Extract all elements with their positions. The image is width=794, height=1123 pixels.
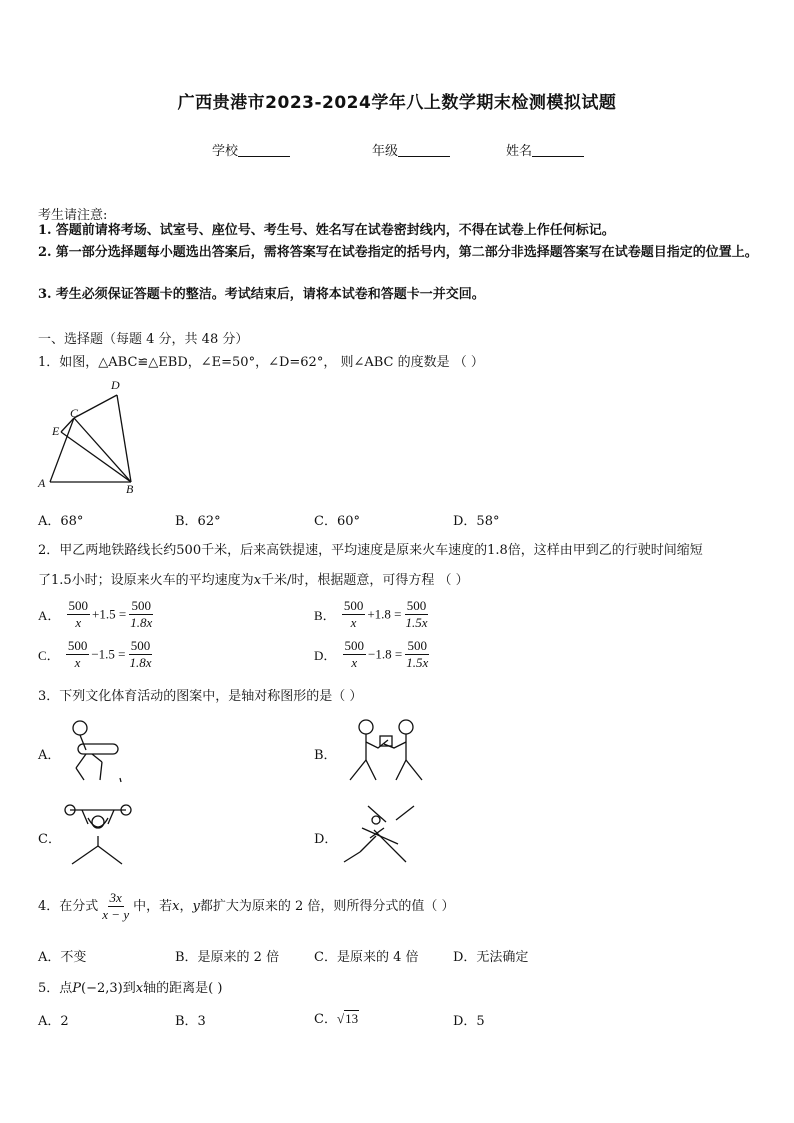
- question-2-option-b[interactable]: B． $\frac{500}{x}$ +1.8 = $\frac{500}{1.5x}$: [314, 598, 428, 630]
- question-2-option-a[interactable]: A． $\frac{500}{x}$ +1.5 = $\frac{500}{1.8x}$: [38, 598, 153, 630]
- point-p: P: [72, 981, 82, 996]
- student-info-row: [0, 140, 794, 160]
- question-3-option-a-label[interactable]: A．: [38, 748, 61, 763]
- question-4-option-b[interactable]: B．是原来的 2 倍: [175, 950, 280, 965]
- weightlifter-figure: [64, 800, 132, 868]
- notice-number: 1.: [38, 223, 52, 238]
- athlete-figure-b: [344, 716, 430, 786]
- name-field: [506, 140, 584, 159]
- question-2-option-d[interactable]: D． $\frac{500}{x}$ −1.8 = $\frac{500}{1.5x}$: [314, 638, 429, 670]
- question-3-option-c-label[interactable]: C．: [38, 832, 61, 847]
- question-5-option-b[interactable]: B．3: [175, 1014, 206, 1029]
- square-root: √13: [336, 1011, 359, 1026]
- label-c: C: [70, 406, 79, 420]
- notice-text: 考生必须保证答题卡的整洁。考试结束后，请将本试卷和答题卡一并交回。: [55, 287, 485, 302]
- fraction: $\frac{500}{1.5x}$: [406, 638, 429, 670]
- grade-field: [372, 140, 450, 159]
- fraction: $\frac{500}{1.8x}$: [129, 638, 152, 670]
- label-b: B: [126, 482, 134, 496]
- notice-item-3: [38, 284, 760, 306]
- label-e: E: [52, 424, 60, 438]
- question-3-stem: 3．下列文化体育活动的图案中，是轴对称图形的是（ ）: [38, 689, 363, 704]
- name-label: 姓名: [506, 144, 533, 159]
- question-4-stem: 4．在分式 $\frac{3x}{x - y}$ 中，若x，y都扩大为原来的 2 倍，则所得分式的值（ ）: [38, 890, 455, 922]
- school-blank[interactable]: [238, 142, 290, 157]
- section-heading: 一、选择题（每题 4 分，共 48 分）: [38, 332, 249, 347]
- question-5-option-d[interactable]: D．5: [453, 1014, 485, 1029]
- school-field: [212, 140, 290, 159]
- question-4-option-a[interactable]: A．不变: [38, 950, 87, 965]
- question-4-option-d[interactable]: D．无法确定: [453, 950, 529, 965]
- notice-item-1: [38, 220, 760, 242]
- var-y: y: [192, 899, 200, 914]
- fraction: $\frac{3x}{x - y}$: [102, 890, 130, 922]
- question-1-figure: [34, 378, 144, 496]
- question-3-figure-a[interactable]: [66, 718, 130, 786]
- triangle-figure: [34, 378, 144, 496]
- question-5-option-a[interactable]: A．2: [38, 1014, 69, 1029]
- question-1-option-d[interactable]: D．58°: [453, 514, 500, 529]
- page-title: 广西贵港市2023-2024学年八上数学期末检测模拟试题: [177, 93, 617, 113]
- question-1-option-b[interactable]: B．62°: [175, 514, 221, 529]
- label-a: A: [38, 476, 46, 490]
- var-x: x: [172, 899, 180, 914]
- grade-blank[interactable]: [398, 142, 450, 157]
- question-1-option-c[interactable]: C．60°: [314, 514, 360, 529]
- athlete-figure-a: [66, 718, 130, 786]
- var-x: x: [253, 573, 262, 588]
- notice-number: 2.: [38, 245, 52, 260]
- fraction: $\frac{500}{x}$: [343, 598, 364, 630]
- question-2-line-2: 了1.5小时；设原来火车的平均速度为x千米/时，根据题意，可得方程 （ ）: [38, 573, 469, 588]
- var-x: x: [135, 981, 144, 996]
- fraction: $\frac{500}{x}$: [67, 638, 88, 670]
- question-1-stem: 1．如图，△ABC≌△EBD，∠E=50°，∠D=62°， 则∠ABC 的度数是 （ ）: [38, 355, 484, 370]
- fraction: $\frac{500}{x}$: [68, 598, 89, 630]
- question-3-option-d-label[interactable]: D．: [314, 832, 338, 847]
- label-d: D: [111, 378, 120, 392]
- grade-label: 年级: [372, 144, 399, 159]
- question-5-option-c[interactable]: C．√13: [314, 1011, 359, 1027]
- question-1-option-a[interactable]: A．68°: [38, 514, 84, 529]
- question-3-option-b-label[interactable]: B．: [314, 748, 337, 763]
- name-blank[interactable]: [532, 142, 584, 157]
- notice-item-2: [38, 242, 760, 264]
- question-3-figure-c[interactable]: [64, 800, 132, 868]
- question-4-option-c[interactable]: C．是原来的 4 倍: [314, 950, 419, 965]
- question-3-figure-d[interactable]: [340, 800, 420, 870]
- athlete-figure-d: [340, 800, 420, 870]
- fraction: $\frac{500}{1.5x}$: [405, 598, 428, 630]
- notice-text: 答题前请将考场、试室号、座位号、考生号、姓名写在试卷密封线内，不得在试卷上作任何标记。: [55, 223, 615, 238]
- notice-text: 第一部分选择题每小题选出答案后，需将答案写在试卷指定的括号内，第二部分非选择题答案写在试卷题目指定的位置上。: [55, 245, 758, 260]
- question-2-option-c[interactable]: C． $\frac{500}{x}$ −1.5 = $\frac{500}{1.8x}$: [38, 638, 152, 670]
- school-label: 学校: [212, 144, 239, 159]
- notice-heading: 考生请注意:: [38, 208, 108, 223]
- notice-number: 3.: [38, 287, 52, 302]
- question-3-figure-b[interactable]: [344, 716, 430, 786]
- question-2-line-1: 2．甲乙两地铁路线长约500千米，后来高铁提速，平均速度是原来火车速度的1.8倍，这样由甲到乙的行驶时间缩短: [38, 543, 703, 558]
- fraction: $\frac{500}{1.8x}$: [130, 598, 153, 630]
- fraction: $\frac{500}{x}$: [344, 638, 365, 670]
- question-5-stem: 5．点P(−2,3)到x轴的距离是( ): [38, 981, 223, 996]
